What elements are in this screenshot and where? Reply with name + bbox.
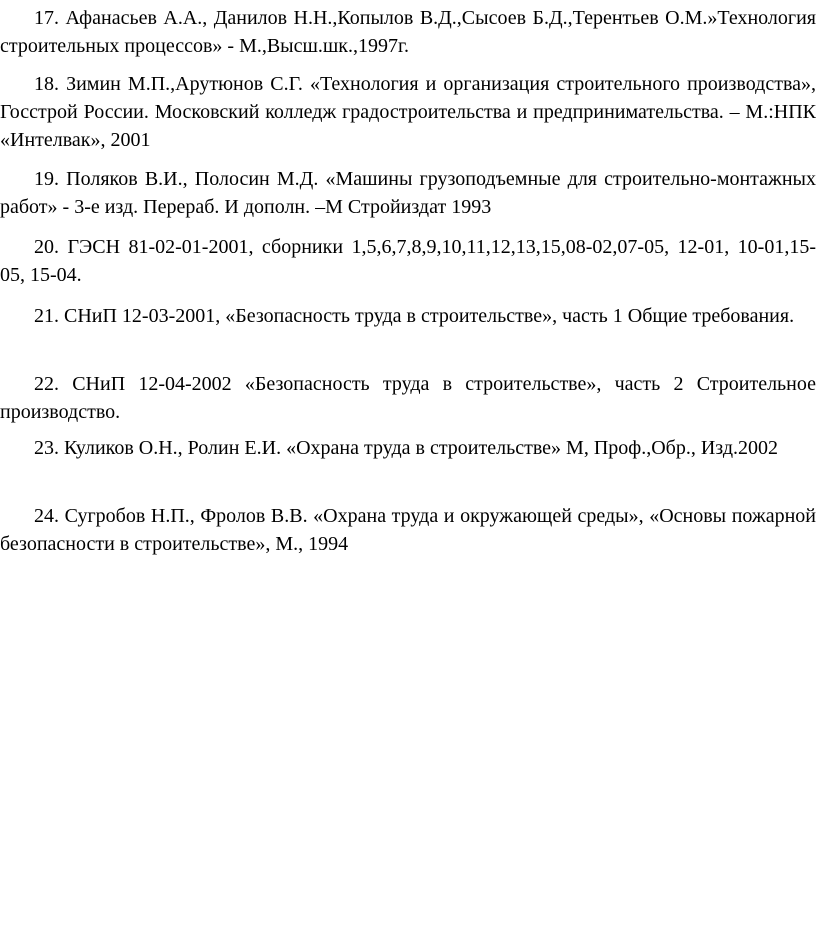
reference-number: 21. [34, 305, 59, 327]
reference-number: 22. [34, 373, 59, 395]
reference-text: Сугробов Н.П., Фролов В.В. «Охрана труда и окружающей среды», «Основы пожарной безопасности в строительстве», М., 1994 [0, 505, 816, 555]
reference-number: 23. [34, 437, 59, 459]
reference-item-17 [0, 4, 816, 60]
reference-item-23 [0, 434, 816, 462]
reference-item-22 [0, 370, 816, 426]
reference-item-19 [0, 165, 816, 221]
reference-number: 19. [34, 168, 59, 190]
reference-text: Афанасьев А.А., Данилов Н.Н.,Копылов В.Д.,Сысоев Б.Д.,Терентьев О.М.»Технология строительных процессов» - М.,Высш.шк.,1997г. [0, 7, 816, 57]
reference-number: 20. [34, 236, 59, 258]
reference-text: СНиП 12-04-2002 «Безопасность труда в строительстве», часть 2 Строительное производство. [0, 373, 816, 423]
reference-item-18 [0, 70, 816, 154]
reference-text: СНиП 12-03-2001, «Безопасность труда в строительстве», часть 1 Общие требования. [64, 305, 795, 327]
reference-text: ГЭСН 81-02-01-2001, сборники 1,5,6,7,8,9,10,11,12,13,15,08-02,07-05, 12-01, 10-01,15-05, 15-04. [0, 236, 816, 286]
reference-number: 24. [34, 505, 59, 527]
reference-text: Зимин М.П.,Арутюнов С.Г. «Технология и организация строительного производства», Госстрой России. Московский колледж градостроительства и предпринимательства. – М.:НПК «Интелвак», 2001 [0, 73, 816, 151]
reference-number: 18. [34, 73, 59, 95]
reference-item-21 [0, 302, 816, 330]
reference-item-20 [0, 233, 816, 289]
reference-text: Поляков В.И., Полосин М.Д. «Машины грузоподъемные для строительно-монтажных работ» - 3-е изд. Перераб. И дополн. –М Стройиздат 1993 [0, 168, 816, 218]
reference-item-24 [0, 502, 816, 558]
reference-number: 17. [34, 7, 59, 29]
reference-text: Куликов О.Н., Ролин Е.И. «Охрана труда в строительстве» М, Проф.,Обр., Изд.2002 [64, 437, 779, 459]
